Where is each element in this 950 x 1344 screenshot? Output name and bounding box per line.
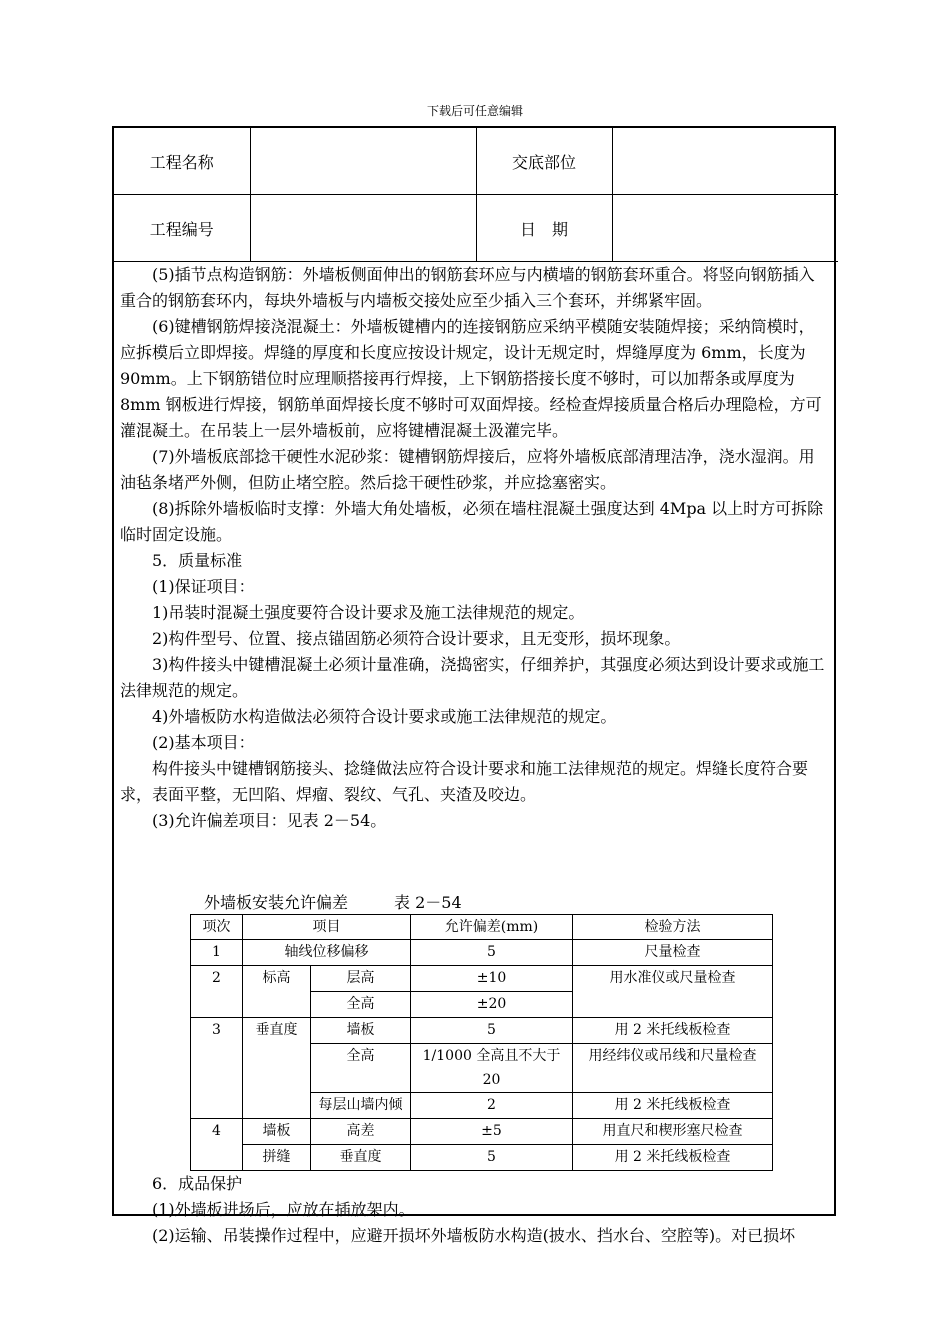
header-cell: 项次 (191, 915, 243, 940)
part-label: 交底部位 (476, 128, 612, 195)
watermark-text: 下载后可任意编辑 (426, 104, 523, 118)
tolerance-cell: ±5 (411, 1119, 573, 1145)
paragraph: (5)插节点构造钢筋：外墙板侧面伸出的钢筋套环应与内横墙的钢筋套环重合。将竖向钢筋插入重合的钢筋套环内，每块外墙板与内墙板交接处应至少插入三个套环，并绑紧牢固。 (120, 265, 815, 310)
sub-item-cell: 全高 (311, 1044, 411, 1093)
project-name-field[interactable] (250, 128, 476, 195)
tolerance-cell: 1/1000 全高且不大于 20 (411, 1044, 573, 1093)
tolerance-cell: 5 (411, 940, 573, 966)
tolerance-cell: 2 (411, 1093, 573, 1119)
section-heading: 6．成品保护 (152, 1174, 243, 1193)
method-cell: 用经纬仪或吊线和尺量检查 (573, 1044, 773, 1093)
table-header-row (191, 915, 773, 940)
tolerance-cell: 5 (411, 1018, 573, 1044)
table-row (191, 1145, 773, 1171)
table-row (191, 966, 773, 992)
date-label: 日 期 (476, 195, 612, 262)
paragraph: 1)吊装时混凝土强度要符合设计要求及施工法律规范的规定。 (152, 603, 585, 622)
method-cell: 用直尺和楔形塞尺检查 (573, 1119, 773, 1145)
row-no: 4 (191, 1119, 243, 1171)
method-cell: 尺量检查 (573, 940, 773, 966)
project-name-label: 工程名称 (114, 128, 250, 195)
paragraph: (7)外墙板底部捻干硬性水泥砂浆：键槽钢筋焊接后，应将外墙板底部清理洁净，浇水湿润。用油毡条堵严外侧，但防止堵空腔。然后捻干硬性砂浆，并应捻塞密实。 (120, 447, 815, 492)
item-cell: 轴线位移偏移 (243, 940, 411, 966)
tolerance-table (190, 914, 773, 1171)
table-row (191, 1018, 773, 1044)
tolerance-cell: 5 (411, 1145, 573, 1171)
paragraph: 2)构件型号、位置、接点锚固筋必须符合设计要求，且无变形，损坏现象。 (152, 629, 681, 648)
paragraph: 3)构件接头中键槽混凝土必须计量准确，浇捣密实，仔细养护，其强度必须达到设计要求或施工法律规范的规定。 (120, 655, 825, 700)
table-row (191, 1119, 773, 1145)
row-no: 2 (191, 966, 243, 1018)
group-cell: 拼缝 (243, 1145, 311, 1171)
sub-item-cell: 墙板 (311, 1018, 411, 1044)
row-no: 3 (191, 1018, 243, 1119)
sub-item-cell: 每层山墙内倾 (311, 1093, 411, 1119)
paragraph: (2)运输、吊装操作过程中，应避开损坏外墙板防水构造(披水、挡水台、空腔等)。对已损坏 (152, 1226, 796, 1245)
method-cell: 用 2 米托线板检查 (573, 1145, 773, 1171)
paragraph: (1)外墙板进场后，应放在插放架内。 (152, 1200, 415, 1219)
row-no: 1 (191, 940, 243, 966)
table-caption-title: 外墙板安装允许偏差 (204, 893, 349, 912)
table-caption (204, 892, 826, 914)
table-number: 表 2－54 (394, 893, 462, 912)
date-field[interactable] (612, 195, 838, 262)
group-cell: 墙板 (243, 1119, 311, 1145)
group-cell: 垂直度 (243, 1018, 311, 1119)
header-cell: 项目 (243, 915, 411, 940)
header-cell: 检验方法 (573, 915, 773, 940)
tolerance-cell: ±20 (411, 992, 573, 1018)
project-no-label: 工程编号 (114, 195, 250, 262)
subsection-heading: (1)保证项目： (152, 577, 255, 596)
header-table (114, 128, 838, 262)
method-cell: 用 2 米托线板检查 (573, 1093, 773, 1119)
project-no-field[interactable] (250, 195, 476, 262)
method-cell: 用水准仪或尺量检查 (573, 966, 773, 1018)
method-cell: 用 2 米托线板检查 (573, 1018, 773, 1044)
sub-item-cell: 高差 (311, 1119, 411, 1145)
paragraph: (6)键槽钢筋焊接浇混凝土：外墙板键槽内的连接钢筋应采纳平模随安装随焊接；采纳筒模时，应拆模后立即焊接。焊缝的厚度和长度应按设计规定，设计无规定时，焊缝厚度为 6mm，长度为 90mm。上下钢筋错位时应理顺搭接再行焊接，上下钢筋搭接长度不够时，可以加帮条或厚度为 8mm 钢板进行焊接，钢筋单面焊接长度不够时可双面焊接。经检查焊接质量合格后办理隐检，方可灌混凝土。在吊装上一层外墙板前，应将键槽混凝土汲灌完毕。 (120, 317, 822, 440)
disclosure-form (112, 126, 836, 1245)
part-field[interactable] (612, 128, 838, 195)
paragraph: 4)外墙板防水构造做法必须符合设计要求或施工法律规范的规定。 (152, 707, 617, 726)
content-body (114, 262, 834, 1249)
section-heading: 5．质量标准 (152, 551, 243, 570)
sub-item-cell: 层高 (311, 966, 411, 992)
group-cell: 标高 (243, 966, 311, 1018)
header-cell: 允许偏差(mm) (411, 915, 573, 940)
paragraph: 构件接头中键槽钢筋接头、捻缝做法应符合设计要求和施工法律规范的规定。焊缝长度符合要求，表面平整，无凹陷、焊瘤、裂纹、气孔、夹渣及咬边。 (120, 759, 809, 804)
sub-item-cell: 全高 (311, 992, 411, 1018)
paragraph: (8)拆除外墙板临时支撑：外墙大角处墙板，必须在墙柱混凝土强度达到 4Mpa 以上时方可拆除临时固定设施。 (120, 499, 824, 544)
spacer (120, 834, 826, 892)
tolerance-cell: ±10 (411, 966, 573, 992)
paragraph: (3)允许偏差项目：见表 2－54。 (152, 811, 387, 830)
subsection-heading: (2)基本项目： (152, 733, 255, 752)
sub-item-cell: 垂直度 (311, 1145, 411, 1171)
table-row (191, 940, 773, 966)
